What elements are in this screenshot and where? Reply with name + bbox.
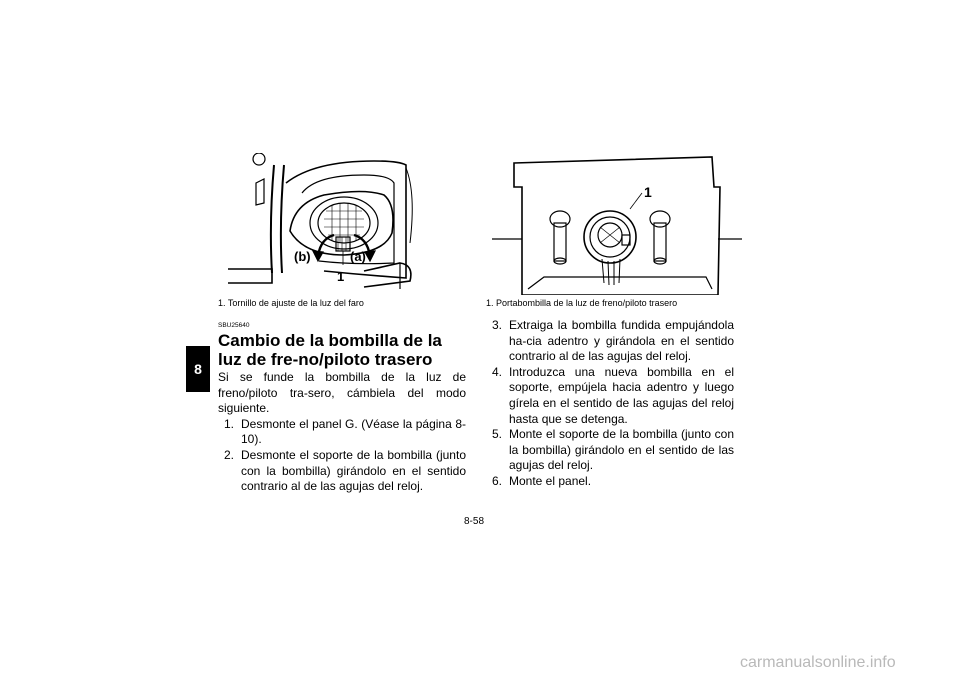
- page-number: 8-58: [464, 516, 485, 527]
- step-item: 4. Introduzca una nueva bombilla en el soporte, empújela hacia adentro y luego gírela en el sentido de las agujas del reloj hasta que se detenga.: [492, 364, 734, 426]
- label-1: 1: [337, 269, 345, 284]
- headlight-figure: [224, 153, 474, 295]
- right-column: [486, 318, 734, 490]
- step-item: 6. Monte el panel.: [492, 473, 592, 488]
- intro-paragraph: Si se funde la bombilla de la luz de freno/piloto tra-sero, cámbiela del modo siguiente.: [218, 370, 466, 416]
- figure1-caption: 1. Tornillo de ajuste de la luz del faro: [218, 298, 364, 308]
- step-item: 1. Desmonte el panel G. (Véase la página 8-10).: [224, 416, 466, 447]
- label-b: (b): [294, 249, 311, 264]
- chapter-tab: 8: [186, 346, 210, 392]
- steps-list-left: [218, 417, 466, 495]
- section-code: SBU25640: [218, 322, 250, 329]
- label-a: (a): [350, 249, 366, 264]
- step-item: 2. Desmonte el soporte de la bombilla (junto con la bombilla) girándolo en el sentido contrario al de las agujas del reloj.: [224, 447, 466, 494]
- figure2-caption: 1. Portabombilla de la luz de freno/piloto trasero: [486, 298, 678, 308]
- step-item: 3. Extraiga la bombilla fundida empujándola ha-cia adentro y girándola en el sentido contrario al de las agujas del reloj.: [492, 318, 734, 364]
- watermark: carmanualsonline.info: [740, 654, 896, 671]
- step-item: 5. Monte el soporte de la bombilla (junto con la bombilla) girándolo en el sentido de las agujas del reloj.: [492, 427, 734, 473]
- left-column: [218, 322, 466, 495]
- label-1: 1: [644, 184, 652, 200]
- section-title: Cambio de la bombilla de la luz de fre-no/piloto trasero: [218, 331, 442, 369]
- taillight-figure: [492, 153, 742, 295]
- steps-list-right: [486, 318, 734, 490]
